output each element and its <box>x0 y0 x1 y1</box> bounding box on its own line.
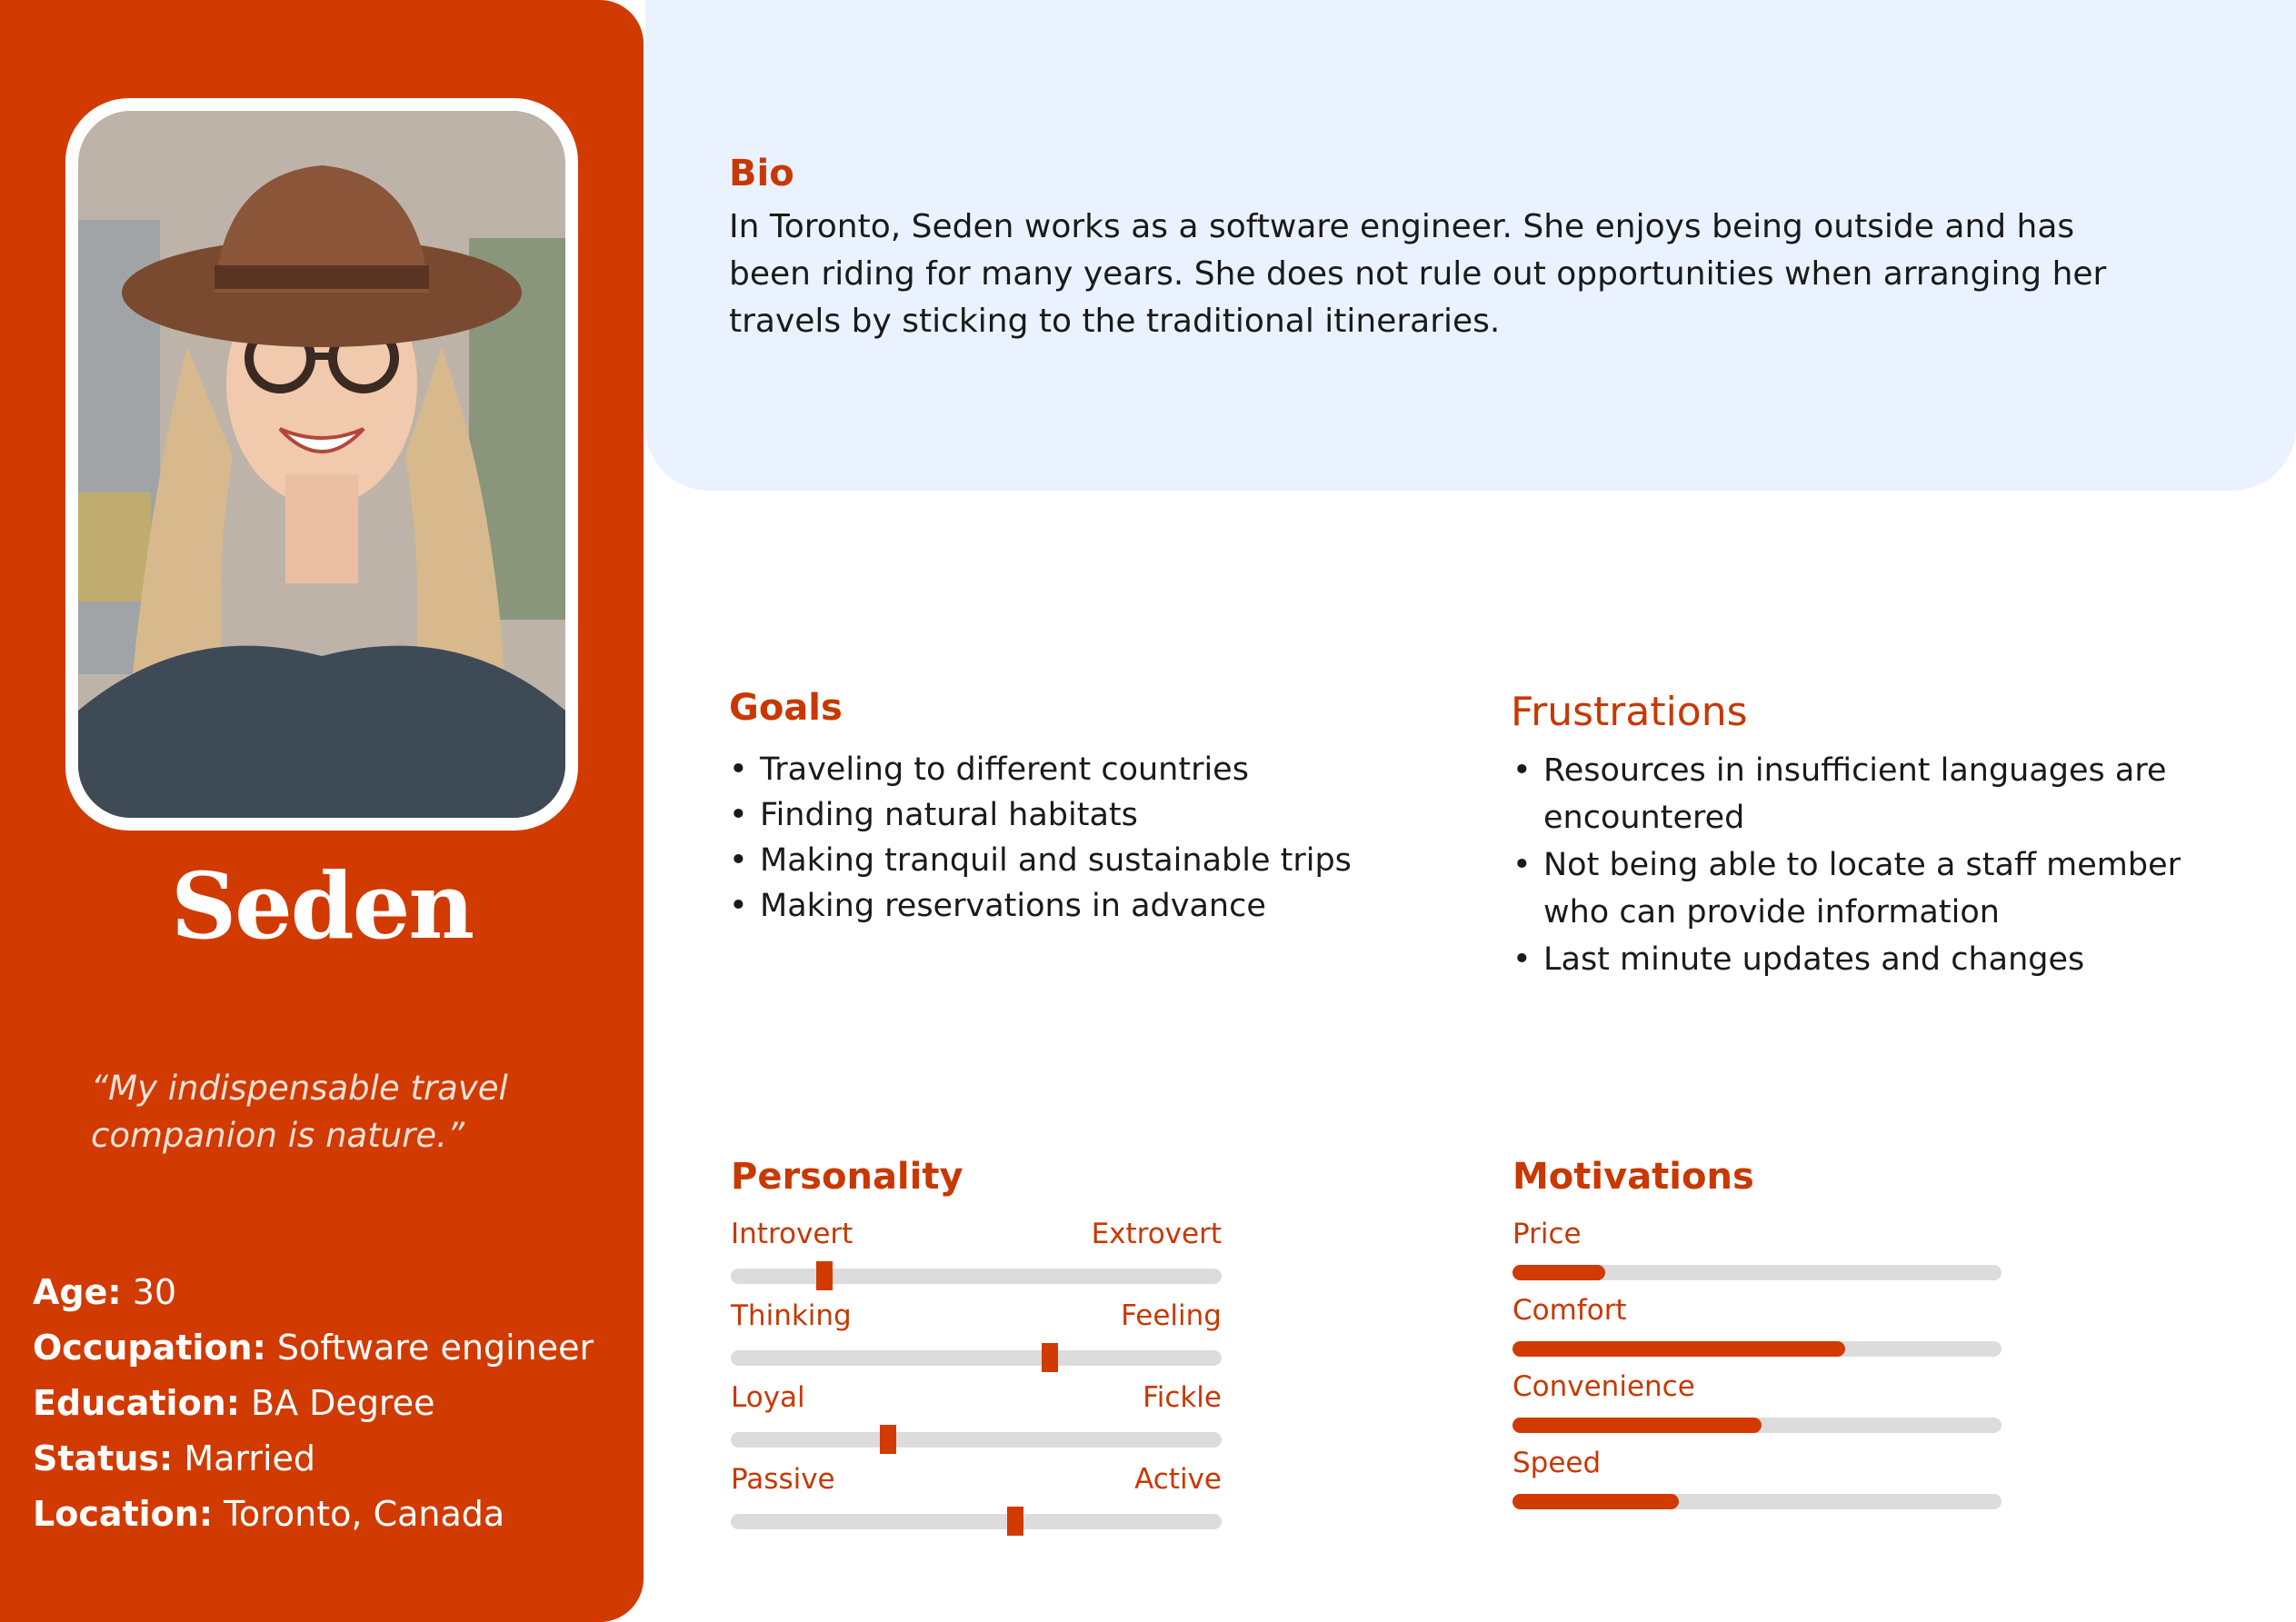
trait-slider-marker <box>1042 1343 1058 1372</box>
persona-photo-frame <box>65 98 578 831</box>
goal-item: • Traveling to different countries <box>729 747 1420 792</box>
persona-card <box>0 0 644 1622</box>
motivation-label: Comfort <box>1512 1294 1627 1327</box>
motivation-fill <box>1512 1265 1605 1280</box>
trait-high-label: Active <box>1134 1463 1222 1496</box>
trait-slider-marker <box>1007 1507 1023 1536</box>
personality-heading: Personality <box>731 1156 963 1198</box>
trait-low-label: Passive <box>731 1463 835 1496</box>
persona-name: Seden <box>170 852 474 960</box>
trait-thinking-feeling <box>731 1299 1222 1372</box>
motivation-convenience <box>1512 1370 2002 1439</box>
motivation-label: Price <box>1512 1218 1582 1250</box>
fact-key: Age: <box>33 1272 122 1312</box>
fact-value: Toronto, Canada <box>224 1494 505 1534</box>
persona-facts <box>33 1265 633 1542</box>
motivation-track <box>1512 1341 2002 1357</box>
persona-photo-illustration <box>78 111 565 818</box>
trait-slider-track <box>731 1432 1222 1448</box>
motivation-price <box>1512 1218 2002 1287</box>
fact-key: Location: <box>33 1494 214 1534</box>
motivation-label: Convenience <box>1512 1370 1695 1403</box>
fact-education <box>33 1376 633 1431</box>
goal-item: • Making tranquil and sustainable trips <box>729 838 1420 883</box>
trait-slider-track <box>731 1514 1222 1529</box>
trait-high-label: Feeling <box>1121 1299 1222 1332</box>
fact-key: Status: <box>33 1438 174 1478</box>
fact-location <box>33 1487 633 1542</box>
goal-item: • Finding natural habitats <box>729 792 1420 838</box>
trait-low-label: Loyal <box>731 1381 805 1414</box>
trait-slider-track <box>731 1269 1222 1284</box>
goals-heading: Goals <box>729 687 843 729</box>
goal-item: • Making reservations in advance <box>729 883 1420 929</box>
goals-list <box>729 747 1420 929</box>
fact-age <box>33 1265 633 1320</box>
trait-passive-active <box>731 1463 1222 1536</box>
frustration-item: • Resources in insufficient languages are encountered <box>1512 747 2240 841</box>
fact-occupation <box>33 1320 633 1376</box>
trait-slider-marker <box>816 1261 833 1290</box>
motivation-track <box>1512 1494 2002 1509</box>
fact-key: Occupation: <box>33 1328 266 1368</box>
motivation-track <box>1512 1265 2002 1280</box>
fact-value: 30 <box>132 1272 177 1312</box>
fact-value: BA Degree <box>251 1383 435 1423</box>
trait-introvert-extrovert <box>731 1218 1222 1290</box>
trait-low-label: Introvert <box>731 1218 854 1250</box>
fact-key: Education: <box>33 1383 240 1423</box>
motivation-track <box>1512 1418 2002 1433</box>
motivation-speed <box>1512 1447 2002 1516</box>
trait-slider-track <box>731 1350 1222 1366</box>
fact-status <box>33 1431 633 1487</box>
bio-heading: Bio <box>729 153 794 194</box>
trait-high-label: Extrovert <box>1091 1218 1222 1250</box>
trait-slider-marker <box>880 1425 896 1454</box>
fact-value: Married <box>184 1438 316 1478</box>
motivation-label: Speed <box>1512 1447 1602 1479</box>
persona-quote: “My indispensable travel companion is nature.” <box>91 1069 508 1155</box>
motivation-fill <box>1512 1494 1679 1509</box>
frustration-item: • Last minute updates and changes <box>1512 936 2240 983</box>
frustrations-heading: Frustrations <box>1511 689 1748 735</box>
motivation-comfort <box>1512 1294 2002 1363</box>
frustrations-list <box>1512 747 2240 983</box>
trait-high-label: Fickle <box>1143 1381 1222 1414</box>
trait-loyal-fickle <box>731 1381 1222 1454</box>
motivation-fill <box>1512 1418 1762 1433</box>
frustration-item: • Not being able to locate a staff member who can provide information <box>1512 841 2240 936</box>
motivations-heading: Motivations <box>1512 1156 1754 1198</box>
trait-low-label: Thinking <box>731 1299 852 1332</box>
motivation-fill <box>1512 1341 1845 1357</box>
fact-value: Software engineer <box>276 1328 594 1368</box>
bio-text: In Toronto, Seden works as a software engineer. She enjoys being outside and has been riding for many years. She does not rule out opportunities when arranging her travels by sticking to the traditional itineraries. <box>729 208 2107 340</box>
persona-photo <box>78 111 565 818</box>
